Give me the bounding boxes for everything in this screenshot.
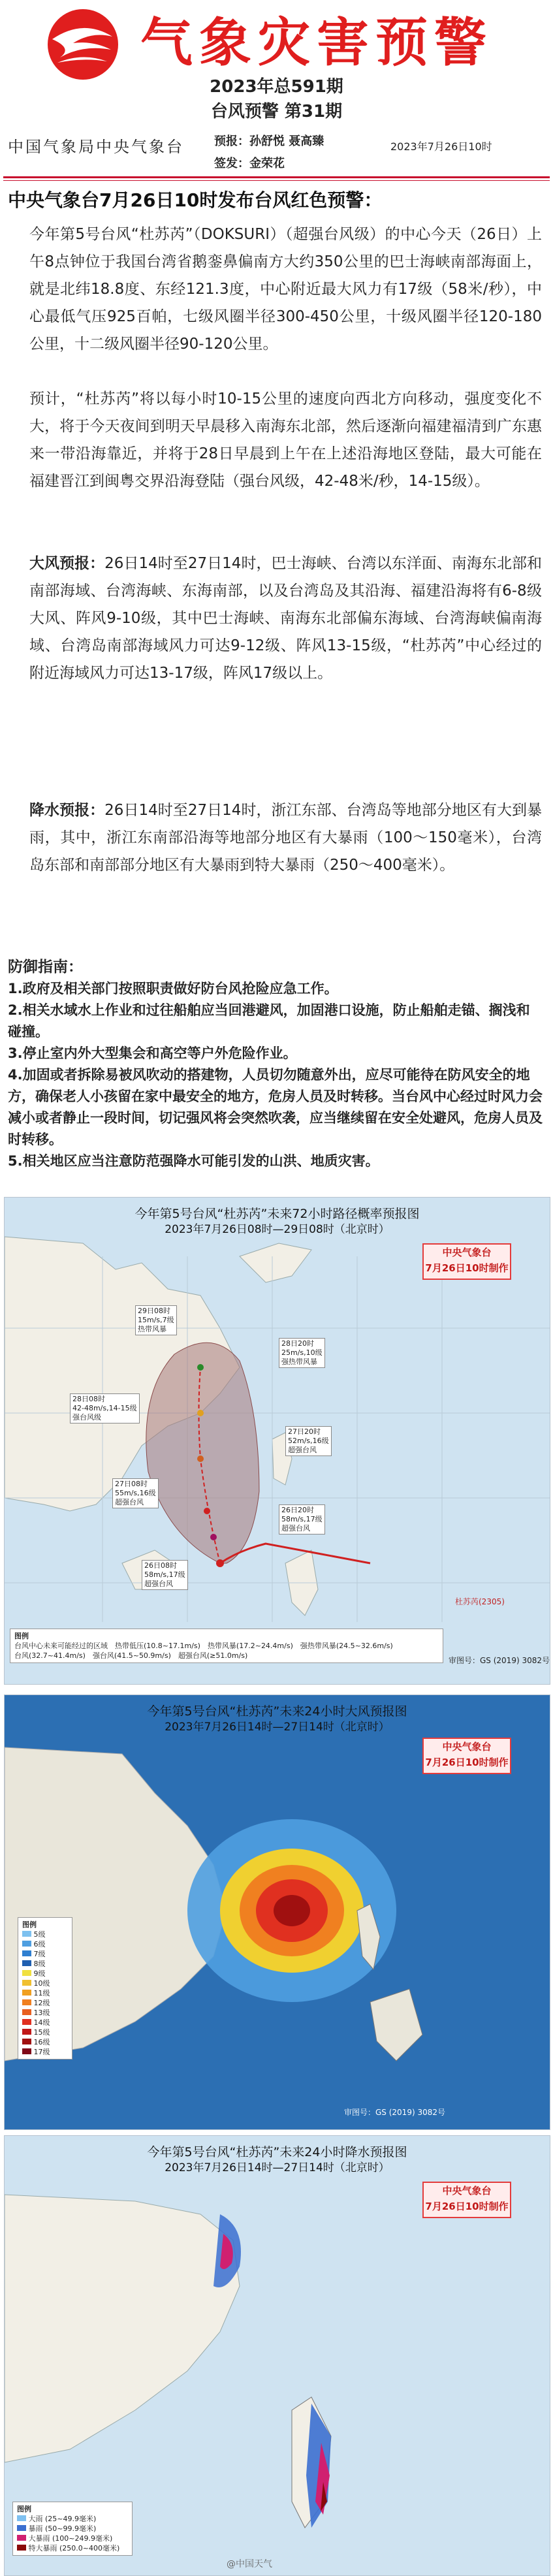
guide-item: 2.相关水域水上作业和过往船舶应当回港避风，加固港口设施，防止船舶走锚、搁浅和碰撞。 (8, 1002, 530, 1040)
map1-note: 审图号：GS (2019) 3082号 (449, 1656, 550, 1665)
legend-item: 6级 (22, 1939, 68, 1949)
track-forecast-map (4, 1197, 550, 1685)
track-label: 27日08时 55m/s,16级 超强台风 (112, 1478, 159, 1508)
map2-badge-line1: 中央气象台 (442, 1741, 492, 1753)
watermark: @中国天气 (227, 2559, 272, 2569)
issue-type: 台风预警 第31期 (210, 102, 343, 121)
map2-legend (18, 1917, 72, 2059)
storm-name: 杜苏芮(2305) (455, 1597, 505, 1606)
map3-legend-title: 图例 (17, 2505, 31, 2513)
legend-item: 14级 (22, 2018, 68, 2027)
map2-badge-line2: 7月26日10时制作 (425, 1757, 509, 1768)
legend-item: 台风(32.7~41.4m/s) (14, 1651, 86, 1660)
legend-item: 热带风暴(17.2~24.4m/s) (207, 1642, 293, 1650)
legend-item: 强台风(41.5~50.9m/s) (92, 1651, 171, 1660)
rain-forecast-map (4, 2135, 550, 2576)
legend-item: 台风中心未来可能经过的区域 (14, 1642, 108, 1650)
rain-text: 26日14时至27日14时，浙江东部、台湾岛等地部分地区有大到暴雨，其中，浙江东南部沿海等地部分地区有大暴雨（100～150毫米），台湾岛东部和南部部分地区有大暴雨到特大暴雨（250～400毫米）。 (29, 802, 543, 874)
legend-item: 暴雨 (50~99.9毫米) (17, 2524, 128, 2534)
paragraph-status: 今年第5号台风“杜苏芮”（DOKSURI）（超强台风级）的中心今天（26日）上午8点钟位于我国台湾省鹅銮鼻偏南方大约350公里的巴士海峡南部海面上，就是北纬18.8度、东经121.3度，中心附近最大风力有17级（58米/秒），中心最低气压925百帕，七级风圈半径300-450公里，十级风圈半径120-180公里，十二级风圈半径90-120公里。 (29, 226, 542, 353)
track-label: 26日20时 58m/s,17级 超强台风 (279, 1504, 325, 1534)
map3-title: 今年第5号台风“杜苏芮”未来24小时降水预报图 (147, 2145, 407, 2159)
legend-item: 9级 (22, 1969, 68, 1979)
legend-item: 8级 (22, 1959, 68, 1969)
headline: 中央气象台7月26日10时发布台风红色预警： (8, 189, 383, 211)
divider (3, 176, 550, 178)
guide-item: 5.相关地区应当注意防范强降水可能引发的山洪、地质灾害。 (8, 1153, 379, 1169)
map3-legend (12, 2502, 133, 2556)
legend-item: 5级 (22, 1930, 68, 1939)
map1-badge-line2: 7月26日10时制作 (425, 1262, 509, 1274)
guide-title: 防御指南： (8, 959, 83, 976)
legend-item: 17级 (22, 2047, 68, 2057)
map1-title: 今年第5号台风“杜苏芮”未来72小时路径概率预报图 (134, 1207, 420, 1221)
map2-legend-title: 图例 (22, 1920, 37, 1929)
issue-date: 2023年7月26日10时 (390, 140, 492, 153)
map1-subtitle: 2023年7月26日08时—29日08时（北京时） (165, 1223, 390, 1236)
paragraph-wind (29, 550, 542, 687)
guide-list (8, 978, 543, 1172)
wind-forecast-map (4, 1694, 550, 2130)
track-label: 29日08时 15m/s,7级 热带风暴 (135, 1305, 177, 1335)
paragraph-forecast: 预计，“杜苏芮”将以每小时10-15公里的速度向西北方向移动，强度变化不大，将于今天夜间到明天早晨移入南海东北部，然后逐渐向福建福清到广东惠来一带沿海靠近，并将于28日早晨到上午在上述沿海地区登陆，最大可能在福建晋江到闽粤交界沿海登陆（强台风级，42-48米/秒，14-15级）。 (29, 390, 542, 490)
legend-item: 大暴雨 (100~249.9毫米) (17, 2534, 128, 2543)
guide-item: 3.停止室内外大型集会和高空等户外危险作业。 (8, 1045, 297, 1061)
rain-label: 降水预报： (29, 802, 105, 819)
header (0, 0, 553, 170)
guide-item: 4.加固或者拆除易被风吹动的搭建物，人员切勿随意外出，应尽可能待在防风安全的地方，确保老人小孩留在家中最安全的地方，危房人员及时转移。当台风中心经过时风力会减小或者静止一段时间，切记强风将会突然吹袭，应当继续留在安全处避风，危房人员及时转移。 (8, 1067, 543, 1147)
map3-subtitle: 2023年7月26日14时—27日14时（北京时） (165, 2161, 390, 2174)
map3-badge-line2: 7月26日10时制作 (425, 2201, 509, 2212)
legend-item: 12级 (22, 1998, 68, 2008)
legend-item: 强热带风暴(24.5~32.6m/s) (300, 1642, 393, 1650)
wind-label: 大风预报： (29, 555, 105, 572)
issue-total: 2023年总591期 (210, 77, 343, 97)
guide-item: 1.政府及相关部门按照职责做好防台风抢险应急工作。 (8, 981, 338, 996)
legend-item: 7级 (22, 1949, 68, 1959)
forecasters: 预报：孙舒悦 聂高臻 (214, 135, 324, 148)
map1-badge (422, 1243, 511, 1280)
legend-item: 热带低压(10.8~17.1m/s) (115, 1642, 200, 1650)
legend-item: 15级 (22, 2027, 68, 2037)
map2-note: 审图号：GS (2019) 3082号 (344, 2108, 445, 2117)
map3-badge-line1: 中央气象台 (442, 2185, 492, 2197)
track-label: 28日20时 25m/s,10级 强热带风暴 (279, 1338, 325, 1368)
legend-item: 10级 (22, 1979, 68, 1988)
wind-text: 26日14时至27日14时，巴士海峡、台湾以东洋面、南海东北部和南部海域、台湾海峡、东海南部，以及台湾岛及其沿海、福建沿海将有6-8级大风、阵风9-10级，其中巴士海峡、南海东北部偏东海域、台湾海峡偏南海域、台湾岛南部海域风力可达9-12级、阵风13-15级，“杜苏芮”中心经过的附近海域风力可达13-17级，阵风17级以上。 (29, 555, 543, 682)
map1-badge-line1: 中央气象台 (442, 1247, 492, 1258)
legend-item: 11级 (22, 1988, 68, 1998)
map3-badge (422, 2182, 511, 2218)
page-title: 气象灾害预警 (140, 12, 493, 73)
paragraph-rain (29, 797, 542, 879)
legend-item: 16级 (22, 2037, 68, 2047)
track-label: 26日08时 58m/s,17级 超强台风 (142, 1560, 188, 1590)
divider (3, 180, 550, 181)
track-label: 27日20时 52m/s,16级 超强台风 (285, 1426, 332, 1456)
signer: 签发：金荣花 (214, 157, 285, 170)
map2-subtitle: 2023年7月26日14时—27日14时（北京时） (165, 1721, 390, 1734)
agency-name: 中国气象局中央气象台 (8, 138, 184, 156)
map1-legend-title: 图例 (14, 1632, 29, 1640)
weather-logo-icon (34, 5, 132, 84)
map2-title: 今年第5号台风“杜苏芮”未来24小时大风预报图 (147, 1704, 407, 1719)
legend-item: 大雨 (25~49.9毫米) (17, 2514, 128, 2524)
legend-item: 13级 (22, 2008, 68, 2018)
legend-item: 特大暴雨 (250.0~400毫米) (17, 2543, 128, 2553)
map2-badge (422, 1738, 511, 1774)
map1-legend (10, 1629, 443, 1663)
track-label: 28日08时 42-48m/s,14-15级 强台风级 (70, 1393, 140, 1423)
legend-item: 超强台风(≥51.0m/s) (178, 1651, 248, 1660)
